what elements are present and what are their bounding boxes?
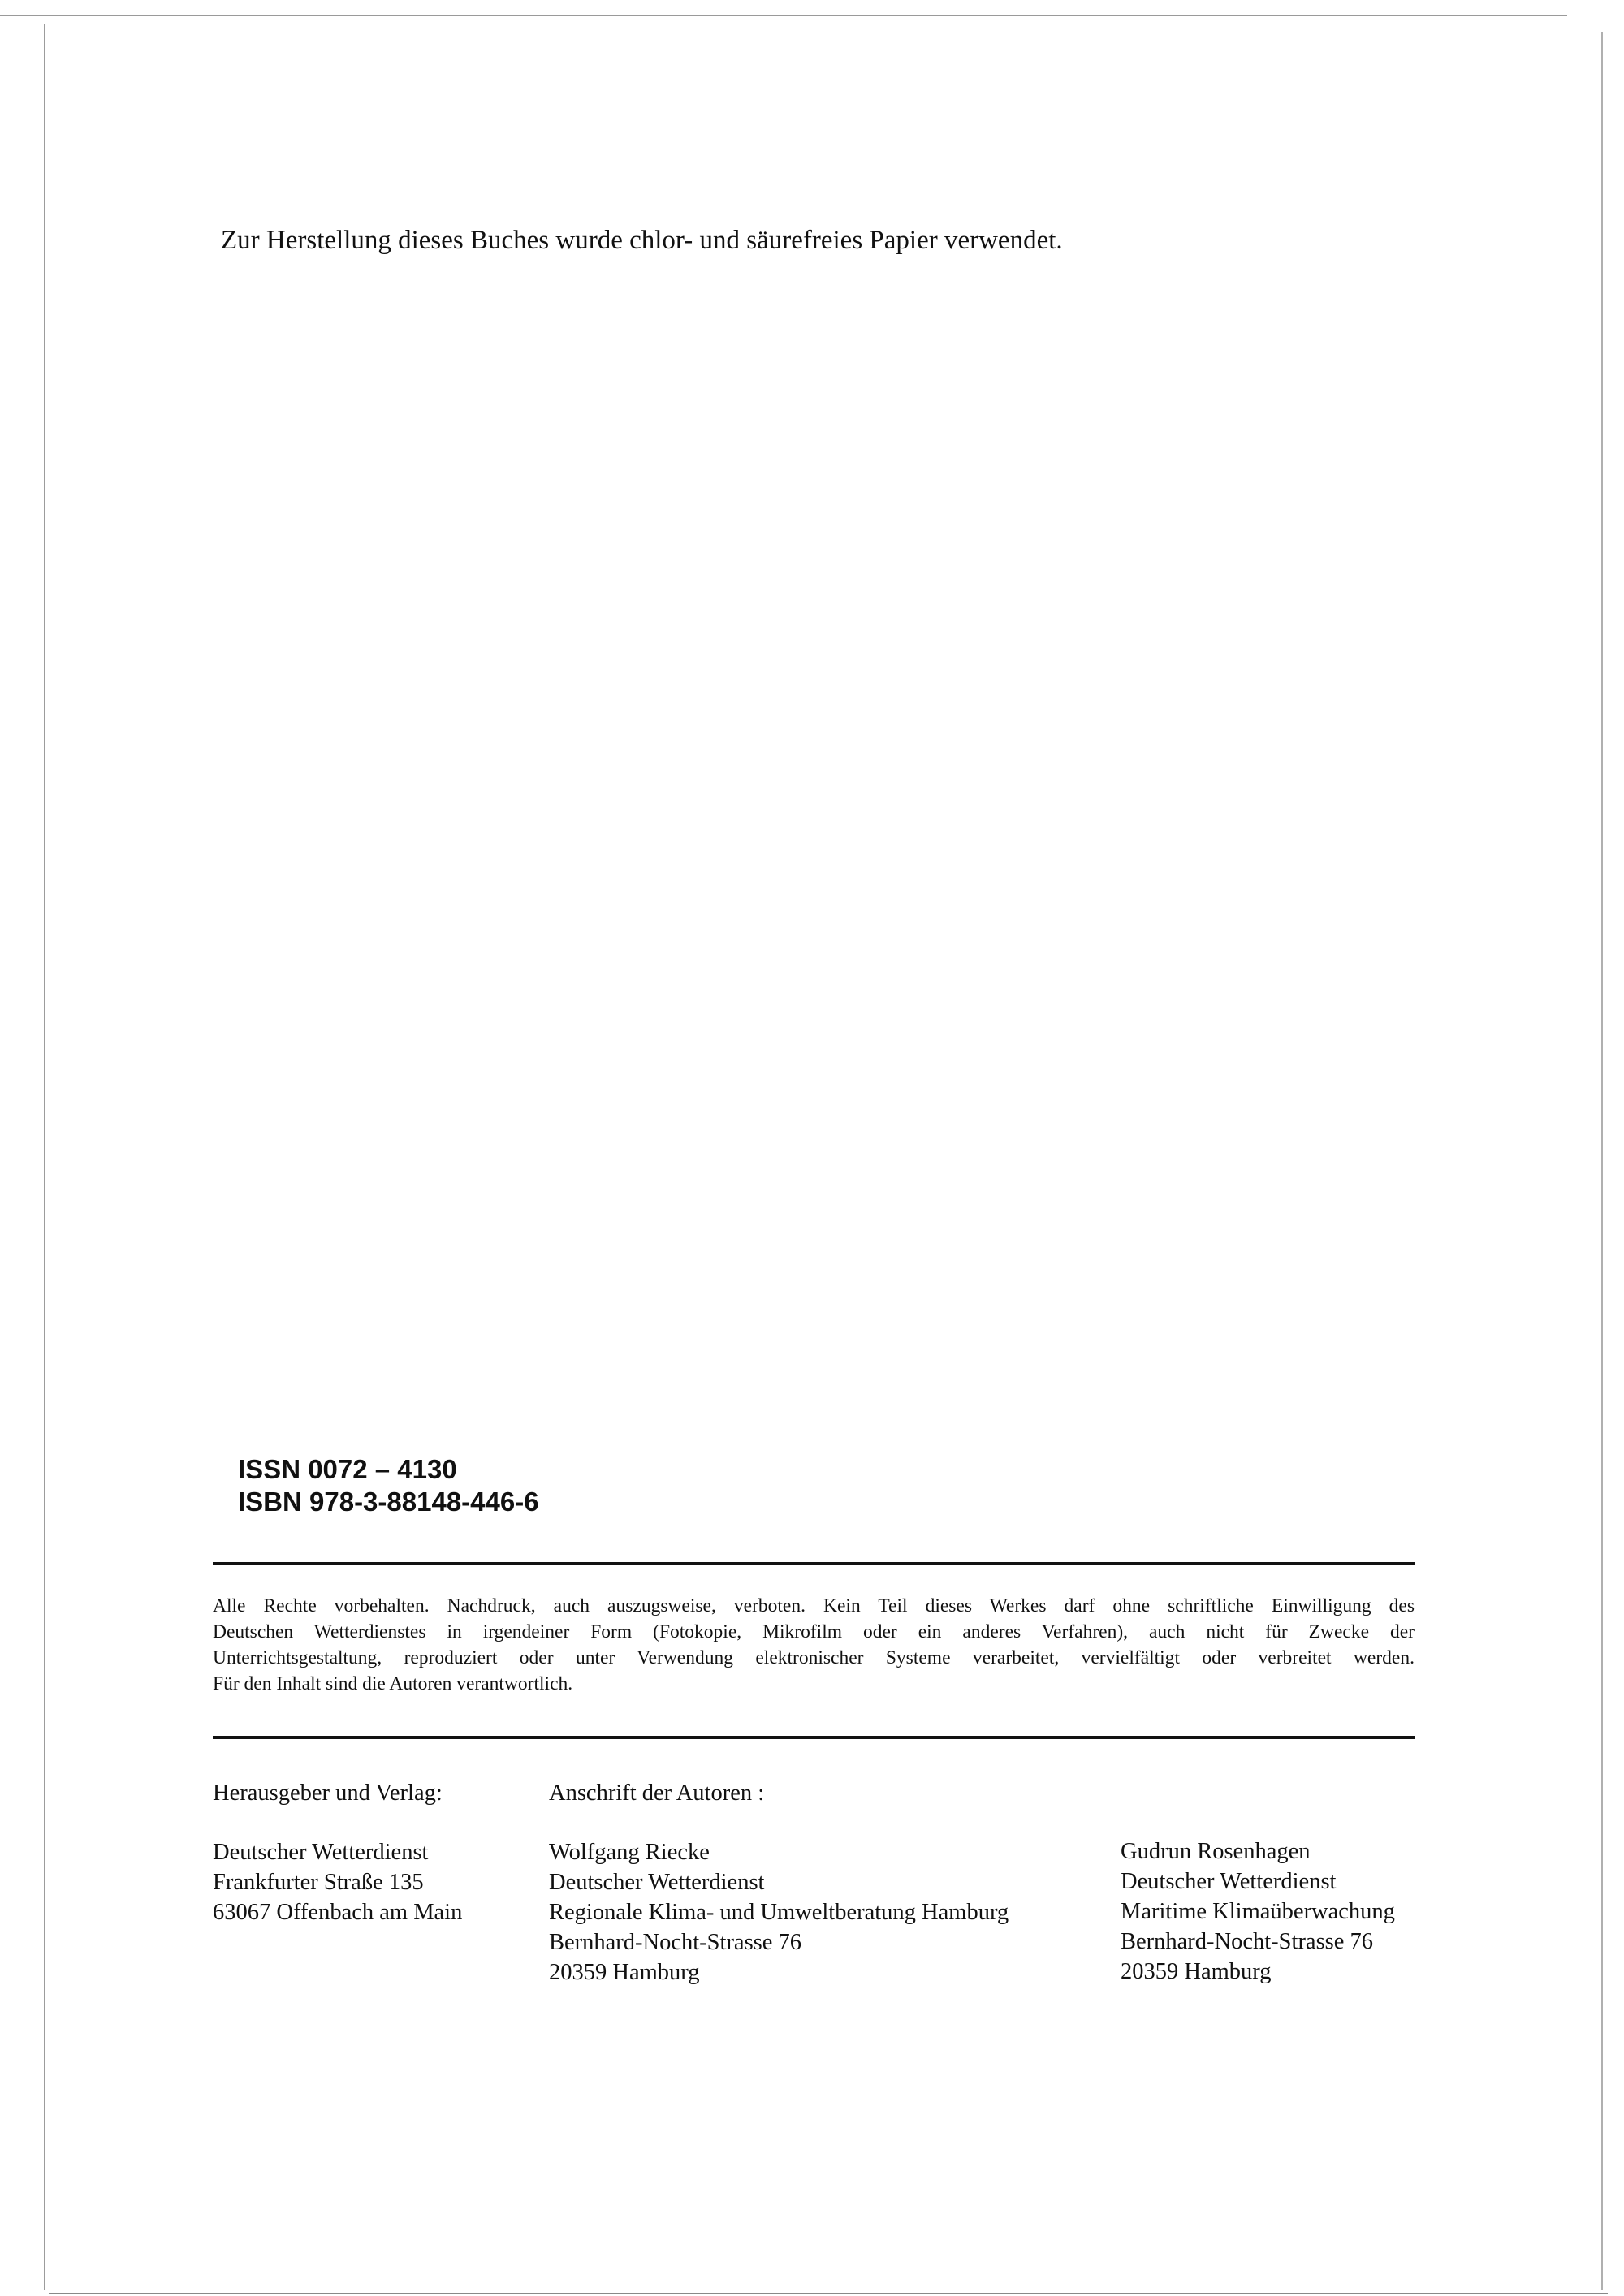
author-2-line: Deutscher Wetterdienst: [1121, 1869, 1337, 1894]
publisher-line: Deutscher Wetterdienst: [213, 1840, 429, 1865]
scan-top-edge: [0, 15, 1567, 16]
publisher-line: Frankfurter Straße 135: [213, 1870, 424, 1895]
author-1-line: 20359 Hamburg: [549, 1960, 700, 1985]
author-2-line: Bernhard-Nocht-Strasse 76: [1121, 1929, 1374, 1954]
author-2-block: [1121, 1836, 1395, 1987]
rights-line: Für den Inhalt sind die Autoren verantwortlich.: [213, 1673, 573, 1694]
publisher-block: [213, 1778, 462, 1927]
rights-line: Alle Rechte vorbehalten. Nachdruck, auch auszugsweise, verboten. Kein Teil dieses Werkes darf ohne schriftliche Einwilligung des: [213, 1595, 1415, 1616]
author-1-line: Wolfgang Riecke: [549, 1840, 710, 1865]
author-2-line: Maritime Klimaüberwachung: [1121, 1899, 1395, 1924]
author-1-line: Deutscher Wetterdienst: [549, 1870, 765, 1895]
author-2-line: 20359 Hamburg: [1121, 1959, 1272, 1984]
authors-heading: Anschrift der Autoren :: [549, 1780, 765, 1806]
rights-line: Deutschen Wetterdienstes in irgendeiner Form (Fotokopie, Mikrofilm oder ein anderes Verfahren), auch nicht für Zwecke der: [213, 1621, 1415, 1642]
paper-note: Zur Herstellung dieses Buches wurde chlor- und säurefreies Papier verwendet.: [221, 226, 1063, 255]
divider-rule-bottom: [213, 1736, 1415, 1739]
author-1-block: [549, 1778, 1009, 1987]
rights-line: Unterrichtsgestaltung, reproduziert oder unter Verwendung elektronischer Systeme verarbeitet, vervielfältigt oder verbreitet werden.: [213, 1647, 1415, 1668]
author-2-line: Gudrun Rosenhagen: [1121, 1839, 1311, 1864]
scan-left-edge: [44, 24, 45, 2290]
scan-right-edge: [1601, 32, 1603, 2290]
scan-bottom-edge: [49, 2293, 1608, 2294]
author-1-line: Bernhard-Nocht-Strasse 76: [549, 1930, 802, 1955]
publisher-heading: Herausgeber und Verlag:: [213, 1780, 443, 1806]
identifiers-block: [238, 1453, 539, 1518]
divider-rule-top: [213, 1562, 1415, 1565]
publisher-line: 63067 Offenbach am Main: [213, 1900, 463, 1925]
author-1-line: Regionale Klima- und Umweltberatung Hamburg: [549, 1900, 1009, 1925]
rights-notice: [213, 1593, 1415, 1697]
issn: ISSN 0072 – 4130: [238, 1454, 457, 1484]
isbn: ISBN 978-3-88148-446-6: [238, 1487, 539, 1517]
